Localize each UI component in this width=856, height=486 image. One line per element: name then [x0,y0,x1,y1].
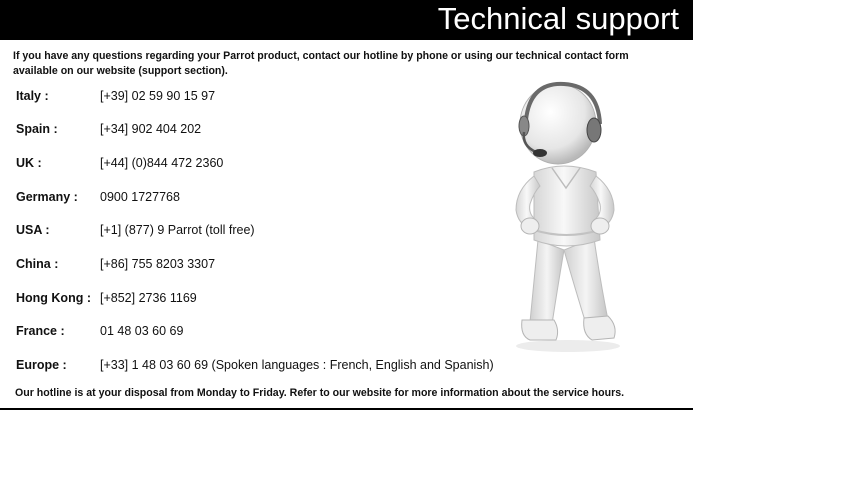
contact-country: Europe : [16,358,67,372]
contact-phone: [+34] 902 404 202 [100,122,202,136]
contact-phone: 0900 1727768 [100,190,180,204]
footer-note: Our hotline is at your disposal from Monday to Friday. Refer to our website for more information about the service hours. [15,387,625,399]
contact-phone: [+1] (877) 9 Parrot (toll free) [100,223,255,237]
contact-phone: [+33] 1 48 03 60 69 (Spoken languages : French, English and Spanish) [100,358,494,372]
contact-country: Spain : [16,122,58,136]
contact-phone: [+852] 2736 1169 [100,291,197,305]
contact-country: Germany : [16,190,78,204]
contact-country: Hong Kong : [16,291,91,305]
contact-country: USA : [16,223,50,237]
contact-country: Italy : [16,89,49,103]
contact-country: China : [16,257,59,271]
contact-country: France : [16,324,65,338]
bottom-divider [0,408,693,410]
support-agent-headset-figure-icon [500,80,630,355]
contact-country: UK : [16,156,42,170]
intro-text: If you have any questions regarding your Parrot product, contact our hotline by phone or using our technical contact form available on our website (support section). [13,50,629,77]
contact-phone: [+39] 02 59 90 15 97 [100,89,216,103]
header-bar [0,0,693,40]
contact-phone: [+44] (0)844 472 2360 [100,156,224,170]
contact-phone: 01 48 03 60 69 [100,324,184,338]
contact-phone: [+86] 755 8203 3307 [100,257,216,271]
support-agent-illustration [500,80,630,355]
page-title: Technical support [437,1,679,36]
